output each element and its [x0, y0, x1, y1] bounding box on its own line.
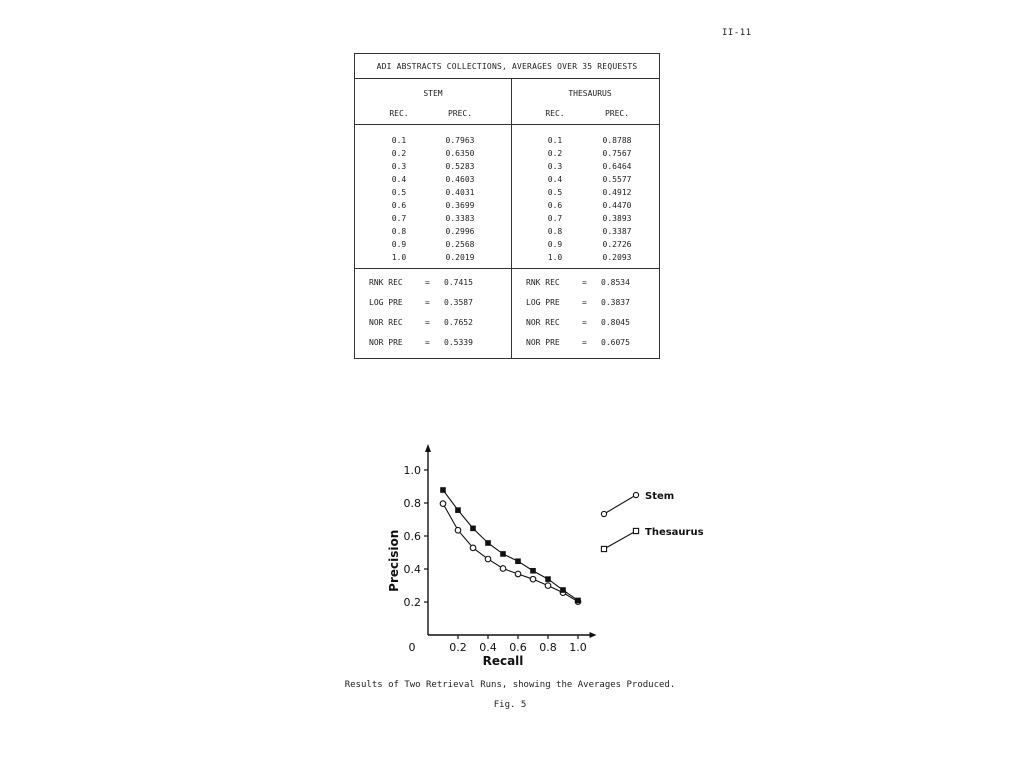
table-cell-rec: 0.6 — [547, 201, 563, 210]
table-cell-prec: 0.5283 — [445, 162, 475, 171]
x-tick-label: 0.6 — [509, 641, 527, 654]
table-cell-prec: 0.5577 — [602, 175, 632, 184]
table-cell-prec: 0.3893 — [602, 214, 632, 223]
table-cell-prec: 0.2726 — [602, 240, 632, 249]
data-point-stem — [515, 571, 521, 577]
header-divider — [355, 124, 659, 125]
x-tick-label: 0.8 — [539, 641, 557, 654]
column-header-rec: REC. — [389, 109, 409, 118]
table-cell-rec: 0.8 — [547, 227, 563, 236]
data-point-thesaurus — [440, 487, 446, 493]
table-cell-rec: 0.4 — [391, 175, 407, 184]
table-cell-prec: 0.7567 — [602, 149, 632, 158]
table-cell-rec: 1.0 — [547, 253, 563, 262]
summary-value: 0.8045 — [601, 318, 630, 327]
summary-label: RNK REC — [526, 278, 560, 287]
table-cell-rec: 0.2 — [391, 149, 407, 158]
origin-label: 0 — [408, 641, 416, 654]
x-tick-label: 1.0 — [569, 641, 587, 654]
column-divider — [511, 79, 512, 358]
table-cell-prec: 0.3699 — [445, 201, 475, 210]
table-cell-prec: 0.4470 — [602, 201, 632, 210]
table-cell-rec: 0.3 — [547, 162, 563, 171]
series-line-thesaurus — [443, 490, 578, 600]
summary-equals: = — [582, 298, 587, 307]
table-cell-rec: 0.2 — [547, 149, 563, 158]
data-point-thesaurus — [470, 526, 476, 532]
summary-equals: = — [425, 318, 430, 327]
summary-label: NOR PRE — [526, 338, 560, 347]
legend-label-stem: Stem — [645, 491, 675, 502]
summary-value: 0.8534 — [601, 278, 630, 287]
column-header-prec: PREC. — [447, 109, 473, 118]
legend-line-thesaurus — [604, 531, 636, 549]
y-tick-label: 0.6 — [403, 530, 421, 543]
summary-equals: = — [425, 298, 430, 307]
summary-equals: = — [582, 318, 587, 327]
table-cell-rec: 0.1 — [547, 136, 563, 145]
figure-caption: Results of Two Retrieval Runs, showing the Averages Produced. — [344, 680, 676, 690]
data-point-thesaurus — [500, 551, 506, 557]
data-point-thesaurus — [530, 568, 536, 574]
table-cell-rec: 0.5 — [391, 188, 407, 197]
figure-label: Fig. 5 — [493, 700, 527, 710]
legend-marker-thesaurus — [601, 546, 606, 551]
precision-recall-chart — [370, 440, 710, 670]
data-point-thesaurus — [545, 576, 551, 582]
summary-label: NOR PRE — [369, 338, 403, 347]
summary-equals: = — [582, 338, 587, 347]
table-cell-prec: 0.2996 — [445, 227, 475, 236]
summary-label: RNK REC — [369, 278, 403, 287]
chart-svg — [370, 440, 710, 670]
table-cell-prec: 0.2093 — [602, 253, 632, 262]
y-tick-label: 1.0 — [403, 464, 421, 477]
table-cell-prec: 0.7963 — [445, 136, 475, 145]
summary-value: 0.5339 — [444, 338, 473, 347]
table-cell-rec: 0.7 — [391, 214, 407, 223]
column-header-prec: PREC. — [604, 109, 630, 118]
data-point-stem — [500, 566, 506, 572]
summary-value: 0.7652 — [444, 318, 473, 327]
table-cell-rec: 0.7 — [547, 214, 563, 223]
group-heading-thesaurus: THESAURUS — [568, 89, 612, 98]
summary-value: 0.3587 — [444, 298, 473, 307]
table-cell-prec: 0.8788 — [602, 136, 632, 145]
x-axis-arrow — [590, 632, 597, 638]
legend-marker-stem — [633, 492, 638, 497]
series-line-stem — [443, 504, 578, 602]
summary-equals: = — [425, 338, 430, 347]
summary-value: 0.6075 — [601, 338, 630, 347]
results-table — [354, 53, 660, 359]
legend-line-stem — [604, 495, 636, 514]
page-number: II-11 — [722, 28, 752, 38]
group-heading-stem: STEM — [423, 89, 443, 98]
data-point-stem — [545, 583, 551, 589]
table-cell-prec: 0.4603 — [445, 175, 475, 184]
summary-equals: = — [582, 278, 587, 287]
table-cell-prec: 0.4912 — [602, 188, 632, 197]
summary-value: 0.7415 — [444, 278, 473, 287]
summary-divider — [355, 268, 659, 269]
data-point-stem — [470, 545, 476, 551]
y-axis-label: Precision — [387, 529, 401, 592]
table-cell-rec: 0.9 — [547, 240, 563, 249]
table-cell-rec: 0.5 — [547, 188, 563, 197]
column-header-rec: REC. — [545, 109, 565, 118]
table-cell-prec: 0.6350 — [445, 149, 475, 158]
data-point-stem — [485, 556, 491, 562]
data-point-thesaurus — [575, 598, 581, 604]
table-cell-rec: 1.0 — [391, 253, 407, 262]
data-point-thesaurus — [485, 540, 491, 546]
x-axis-label: Recall — [482, 654, 524, 668]
table-cell-rec: 0.9 — [391, 240, 407, 249]
table-cell-rec: 0.3 — [391, 162, 407, 171]
table-cell-rec: 0.6 — [391, 201, 407, 210]
data-point-stem — [455, 527, 461, 533]
summary-label: LOG PRE — [369, 298, 403, 307]
legend-marker-thesaurus — [633, 528, 638, 533]
table-cell-rec: 0.4 — [547, 175, 563, 184]
summary-equals: = — [425, 278, 430, 287]
table-cell-prec: 0.2019 — [445, 253, 475, 262]
summary-label: NOR REC — [369, 318, 403, 327]
summary-value: 0.3837 — [601, 298, 630, 307]
table-cell-prec: 0.3387 — [602, 227, 632, 236]
data-point-stem — [440, 501, 446, 507]
table-title: ADI ABSTRACTS COLLECTIONS, AVERAGES OVER 35 REQUESTS — [355, 54, 659, 79]
summary-label: LOG PRE — [526, 298, 560, 307]
summary-label: NOR REC — [526, 318, 560, 327]
data-point-thesaurus — [560, 587, 566, 593]
x-tick-label: 0.2 — [449, 641, 467, 654]
y-axis-arrow — [425, 444, 431, 452]
legend-marker-stem — [601, 511, 606, 516]
table-cell-rec: 0.1 — [391, 136, 407, 145]
table-cell-rec: 0.8 — [391, 227, 407, 236]
table-cell-prec: 0.2568 — [445, 240, 475, 249]
y-tick-label: 0.8 — [403, 497, 421, 510]
table-cell-prec: 0.4031 — [445, 188, 475, 197]
data-point-stem — [530, 576, 536, 582]
data-point-thesaurus — [515, 558, 521, 564]
y-tick-label: 0.2 — [403, 596, 421, 609]
table-cell-prec: 0.6464 — [602, 162, 632, 171]
table-cell-prec: 0.3383 — [445, 214, 475, 223]
x-tick-label: 0.4 — [479, 641, 497, 654]
y-tick-label: 0.4 — [403, 563, 421, 576]
data-point-thesaurus — [455, 507, 461, 513]
legend-label-thesaurus: Thesaurus — [645, 527, 704, 538]
